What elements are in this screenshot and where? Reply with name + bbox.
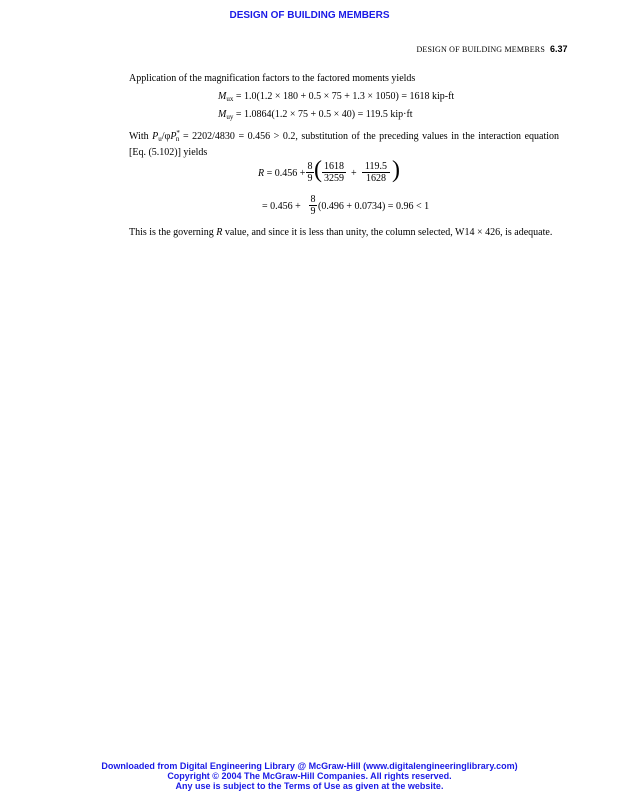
para2-pn-sub: n [175,135,180,143]
equation-muy-sub: uy [226,113,234,121]
left-paren: ( [314,157,322,183]
fraction-8-9-a [306,161,314,184]
fraction-1618-num: 1618 [324,161,344,172]
paragraph-interaction [129,127,559,159]
fraction-8-9-a-num: 8 [307,161,313,172]
equation-muy-var: M [218,109,227,120]
para2-p: P [152,131,159,142]
footer-terms: Any use is subject to the Terms of Use as given at the website. [175,781,444,791]
equation-r-line2-b: (0.496 + 0.0734) = 0.96 < 1 [318,201,430,212]
footer [0,761,619,791]
fraction-8-9-b [309,194,317,217]
footer-download-link[interactable]: Downloaded from Digital Engineering Library @ McGraw-Hill (www.digitalengineeringlibrary.com) [101,761,518,771]
running-head-title: DESIGN OF BUILDING MEMBERS [416,45,545,54]
para2-pn-sup: * [176,129,180,137]
para3-rest: value, and since it is less than unity, the column selected, W14 × 426, is adequate. [222,227,553,238]
top-banner: DESIGN OF BUILDING MEMBERS [229,10,390,21]
equation-mux-sub: ux [226,95,234,103]
equation-r-part1: = 0.456 + [264,168,306,179]
page-number: 6.37 [550,44,568,54]
paragraph-magnification: Application of the magnification factors to the factored moments yields [129,73,416,84]
equation-r-line2-a: = 0.456 + [262,201,301,212]
para3-r: R [216,227,223,238]
fraction-8-9-b-num: 8 [310,194,316,205]
paragraph-conclusion [129,226,559,239]
fraction-1195-num: 119.5 [362,161,390,173]
equation-mux [218,90,454,106]
equation-muy [218,108,413,124]
equation-mux-rhs: = 1.0(1.2 × 180 + 0.5 × 75 + 1.3 × 1050) = 1618 kip-ft [233,91,455,102]
fraction-1195-1628 [362,161,390,184]
right-paren: ) [392,157,400,183]
equation-r-lhs: R [258,168,265,179]
equation-mux-var: M [218,91,227,102]
para2-start: With [129,131,153,142]
para2-p-sub: u [158,135,162,143]
para2-slash-phi: /φ [161,131,171,142]
equation-r-plus: + [351,168,357,179]
fraction-1628-den: 1628 [366,173,386,184]
equation-muy-rhs: = 1.0864(1.2 × 75 + 0.5 × 40) = 119.5 kip·ft [233,109,413,120]
para2-pn: P [170,131,177,142]
fraction-8-9-b-den: 9 [310,206,316,217]
fraction-8-9-a-den: 9 [307,173,313,184]
footer-copyright: Copyright © 2004 The McGraw-Hill Companies. All rights reserved. [167,771,452,781]
fraction-1618-3259 [322,161,346,184]
fraction-3259-den: 3259 [324,173,344,184]
para3-start: This is the governing [129,227,217,238]
para2-rest: = 2202/4830 = 0.456 > 0.2, substitution of the preceding values in the interaction equation [Eq. (5.102)] yields [129,131,559,158]
